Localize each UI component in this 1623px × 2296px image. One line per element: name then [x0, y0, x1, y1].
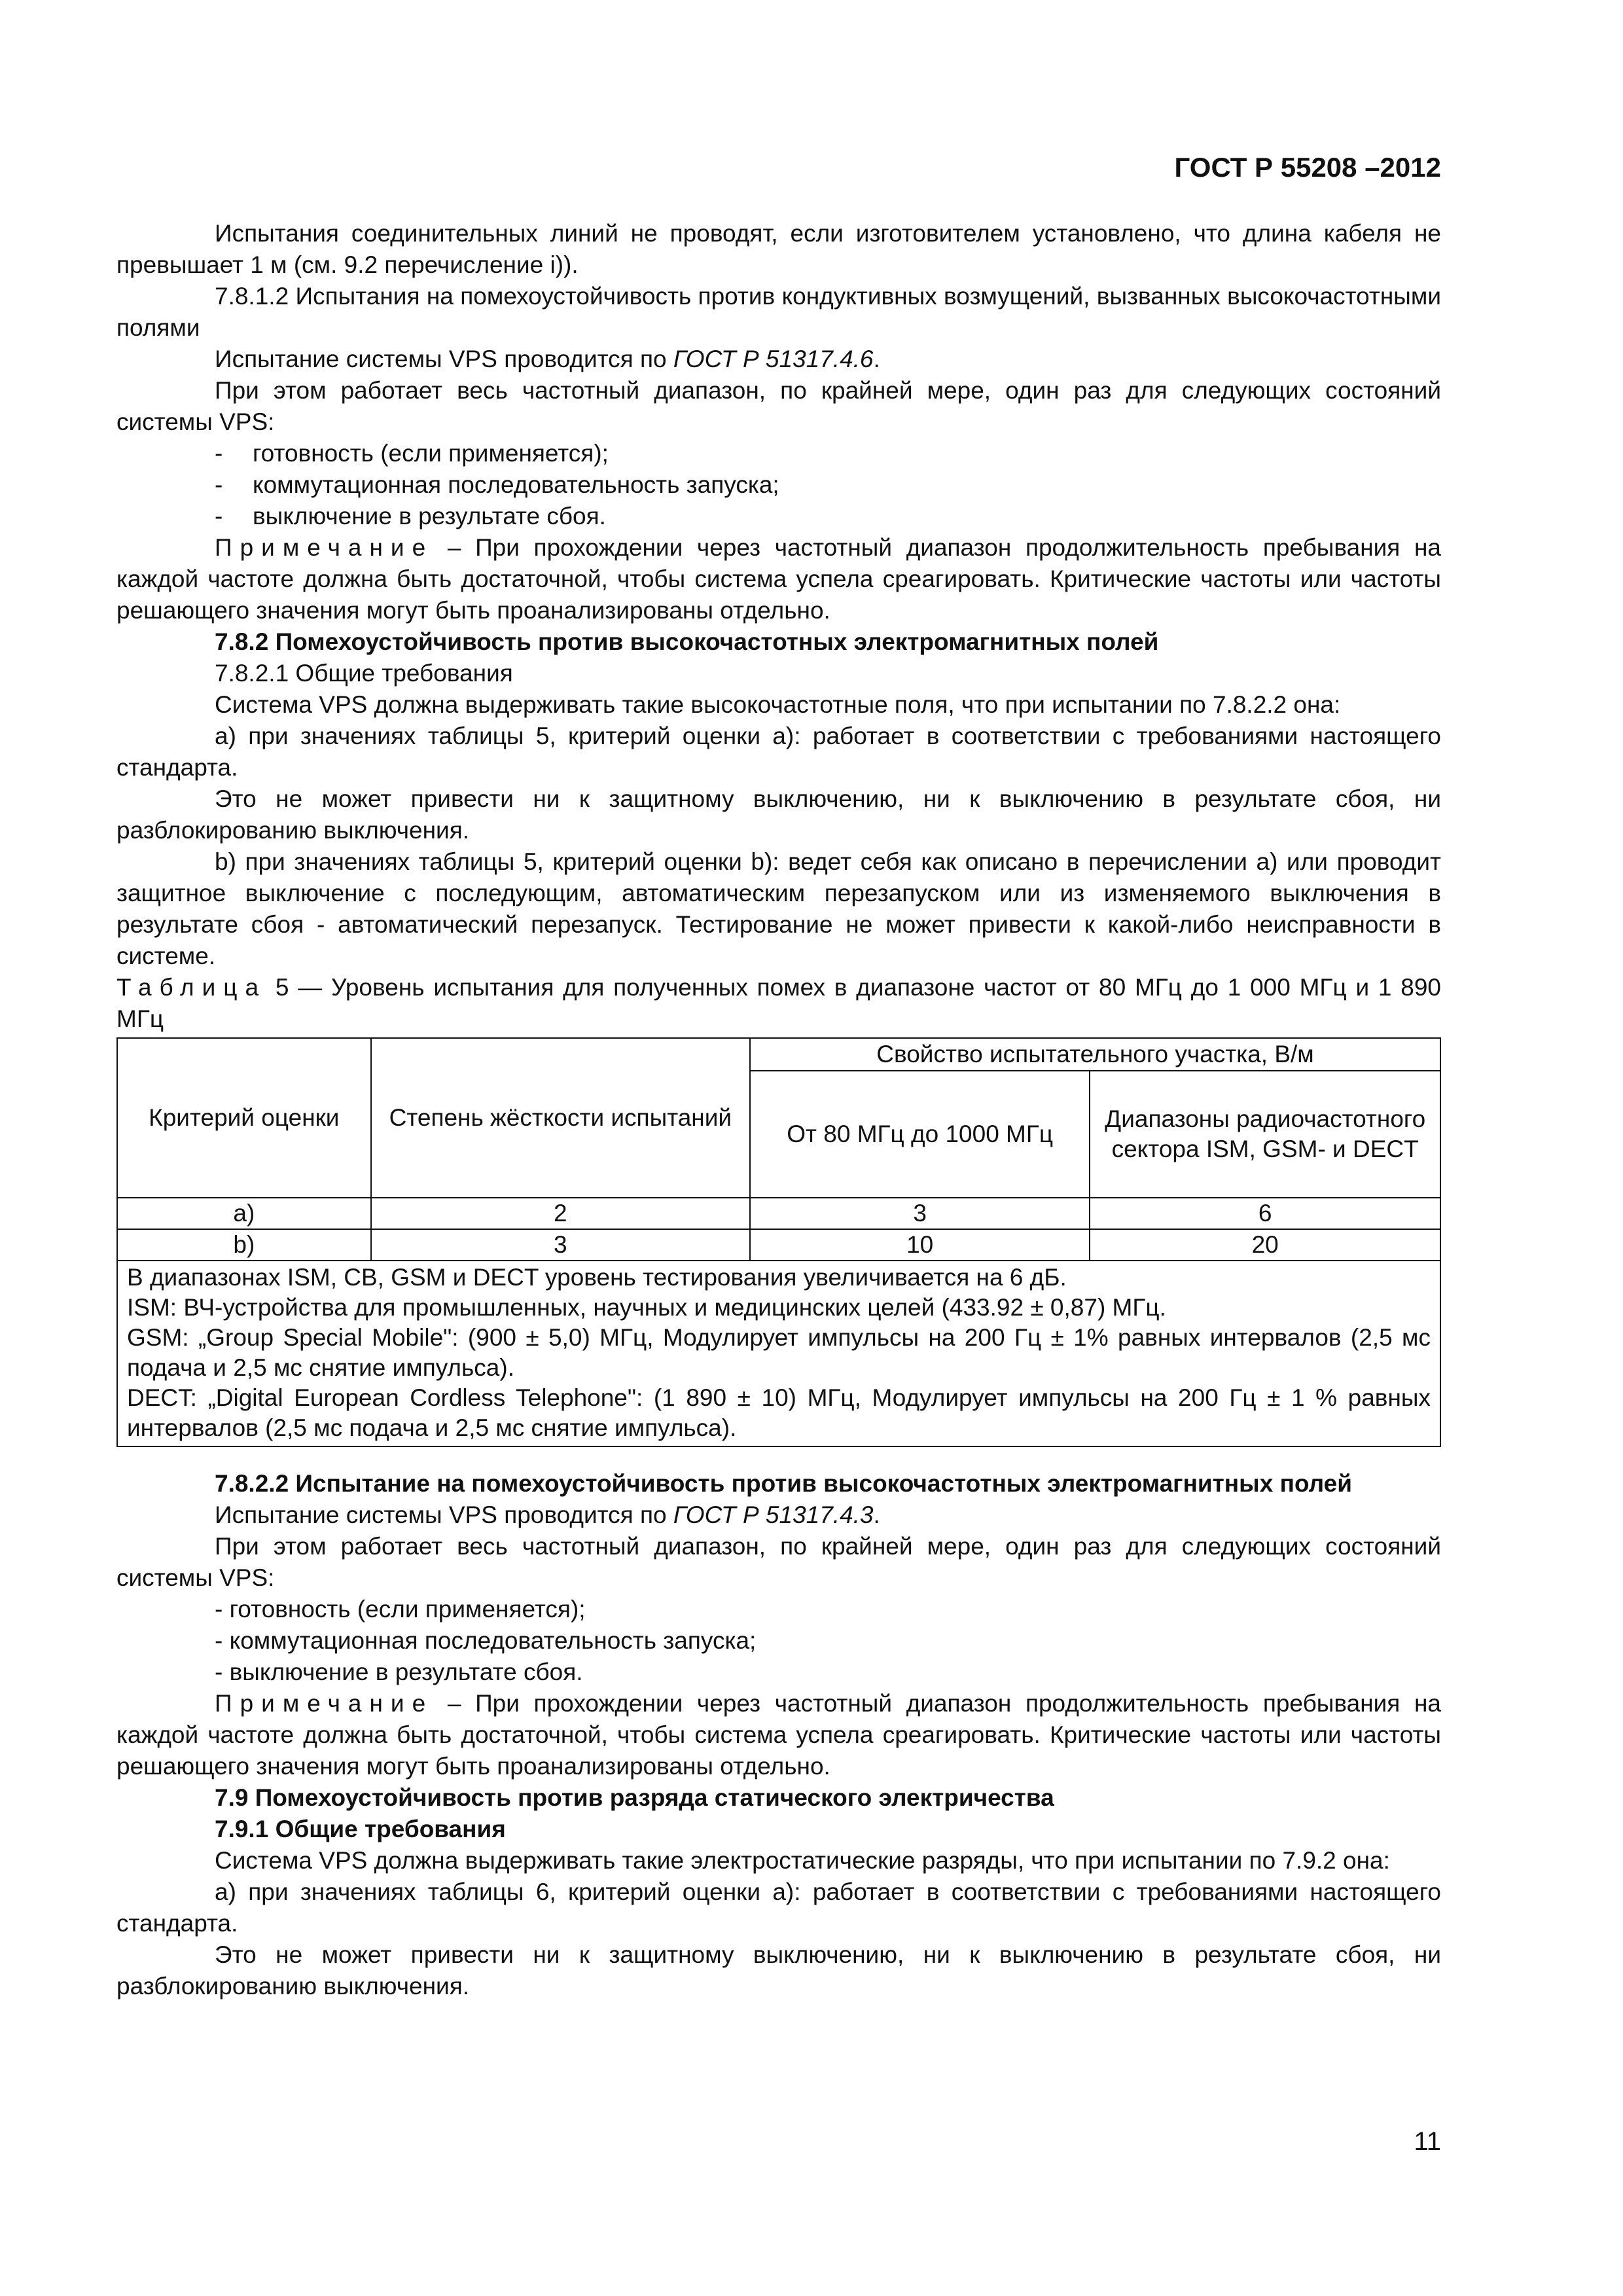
- table-caption-text: 5 — Уровень испытания для полученных помех в диапазоне частот от 80 МГц до 1 000 МГц и 1 890 МГц: [116, 974, 1441, 1032]
- table-caption: [116, 972, 1441, 1035]
- paragraph: [116, 1499, 1441, 1531]
- list-item: [116, 501, 1441, 532]
- note-text: – При прохождении через частотный диапазон продолжительность пребывания на каждой частоте должна быть достаточной, чтобы система успела среагировать. Критические частоты или частоты решающего значения могут быть проанализированы отдельно.: [116, 534, 1441, 624]
- list-dash: -: [215, 440, 223, 467]
- cell-criterion: a): [117, 1198, 371, 1229]
- note-text: – При прохождении через частотный диапазон продолжительность пребывания на каждой частоте должна быть достаточной, чтобы система успела среагировать. Критические частоты или частоты решающего значения могут быть проанализированы отдельно.: [116, 1690, 1441, 1780]
- standard-reference: ГОСТ Р 51317.4.6: [673, 346, 874, 372]
- list-item: [116, 438, 1441, 469]
- paragraph: Это не может привести ни к защитному выключению, ни к выключению в результате сбоя, ни разблокированию выключения.: [116, 785, 1441, 844]
- text: Испытание системы VPS проводится по: [215, 346, 673, 372]
- table-row: [117, 1229, 1440, 1261]
- paragraph: [116, 344, 1441, 375]
- standard-reference: ГОСТ Р 51317.4.3: [673, 1501, 874, 1528]
- table-note: ISM: ВЧ-устройства для промышленных, научных и медицинских целей (433.92 ± 0,87) МГц.: [127, 1294, 1166, 1321]
- section-heading: 7.9 Помехоустойчивость против разряда статического электричества: [215, 1784, 1054, 1811]
- text: Испытание системы VPS проводится по: [215, 1501, 673, 1528]
- table-label: Таблица: [116, 974, 267, 1001]
- list-dash: -: [215, 471, 223, 498]
- text: .: [873, 346, 880, 372]
- note-label: Примечание: [215, 534, 434, 561]
- list-item-text: коммутационная последовательность запуска;: [253, 471, 779, 498]
- paragraph: Испытания соединительных линий не проводят, если изготовителем установлено, что длина кабеля не превышает 1 м (см. 9.2 перечисление i)).: [116, 220, 1441, 278]
- note: [116, 532, 1441, 626]
- list-item: - готовность (если применяется);: [215, 1596, 586, 1623]
- list-item-text: готовность (если применяется);: [253, 440, 609, 467]
- cell-degree: 3: [371, 1229, 750, 1261]
- document-header: ГОСТ Р 55208 –2012: [1174, 152, 1441, 183]
- list-dash: -: [215, 503, 223, 529]
- header-field-strength: Свойство испытательного участка, В/м: [750, 1038, 1440, 1071]
- header-degree: Степень жёсткости испытаний: [371, 1038, 750, 1198]
- cell-range2: 6: [1090, 1198, 1440, 1229]
- table-row: [117, 1198, 1440, 1229]
- table-note: GSM: „Group Special Mobile": (900 ± 5,0) МГц, Модулирует импульсы на 200 Гц ± 1% равных интервалов (2,5 мс подача и 2,5 мс снятие импульса).: [127, 1324, 1431, 1381]
- note: [116, 1688, 1441, 1782]
- cell-range1: 10: [750, 1229, 1090, 1261]
- section-heading: 7.8.2 Помехоустойчивость против высокочастотных электромагнитных полей: [215, 628, 1159, 655]
- subsection-title: 7.8.2.1 Общие требования: [215, 660, 513, 687]
- cell-range1: 3: [750, 1198, 1090, 1229]
- cell-degree: 2: [371, 1198, 750, 1229]
- list-item: - коммутационная последовательность запуска;: [215, 1627, 757, 1654]
- table-notes: [117, 1261, 1440, 1446]
- table-note: DECT: „Digital European Cordless Telephone": (1 890 ± 10) МГц, Модулирует импульсы на 200 Гц ± 1 % равных интервалов (2,5 мс подача и 2,5 мс снятие импульса).: [127, 1384, 1431, 1441]
- paragraph: При этом работает весь частотный диапазон, по крайней мере, один раз для следующих состояний системы VPS:: [116, 1533, 1441, 1591]
- text: .: [873, 1501, 880, 1528]
- paragraph: Это не может привести ни к защитному выключению, ни к выключению в результате сбоя, ни разблокированию выключения.: [116, 1941, 1441, 2000]
- header-range-ism-gsm-dect: Диапазоны радиочастотного сектора ISM, GSM- и DECT: [1090, 1071, 1440, 1198]
- note-label: Примечание: [215, 1690, 434, 1717]
- paragraph: Система VPS должна выдерживать такие электростатические разряды, что при испытании по 7.9.2 она:: [215, 1847, 1390, 1874]
- document-body: [116, 218, 1441, 2002]
- list-item: - выключение в результате сбоя.: [215, 1659, 583, 1685]
- header-criterion: Критерий оценки: [117, 1038, 371, 1198]
- cell-criterion: b): [117, 1229, 371, 1261]
- section-heading: 7.8.2.2 Испытание на помехоустойчивость против высокочастотных электромагнитных полей: [215, 1470, 1352, 1497]
- page-number: 11: [1414, 2127, 1441, 2156]
- cell-range2: 20: [1090, 1229, 1440, 1261]
- list-item-text: выключение в результате сбоя.: [253, 503, 606, 529]
- list-item: [116, 469, 1441, 501]
- table-5: [116, 1037, 1441, 1447]
- paragraph: а) при значениях таблицы 5, критерий оценки а): работает в соответствии с требованиями настоящего стандарта.: [116, 723, 1441, 781]
- header-range-80-1000: От 80 МГц до 1000 МГц: [750, 1071, 1090, 1198]
- paragraph: 7.8.1.2 Испытания на помехоустойчивость против кондуктивных возмущений, вызванных высокочастотными полями: [116, 283, 1441, 341]
- subsection-heading: 7.9.1 Общие требования: [215, 1816, 506, 1842]
- paragraph: а) при значениях таблицы 6, критерий оценки а): работает в соответствии с требованиями настоящего стандарта.: [116, 1878, 1441, 1937]
- paragraph: b) при значениях таблицы 5, критерий оценки b): ведет себя как описано в перечислении а) или проводит защитное выключение с последующим, автоматическим перезапуском или из изменяемого выключения в результате сбоя - автоматический перезапуск. Тестирование не может привести к какой-либо неисправности в системе.: [116, 848, 1441, 969]
- paragraph: Система VPS должна выдерживать такие высокочастотные поля, что при испытании по 7.8.2.2 она:: [215, 691, 1341, 718]
- table-note: В диапазонах ISM, CB, GSM и DECT уровень тестирования увеличивается на 6 дБ.: [127, 1264, 1067, 1291]
- paragraph: При этом работает весь частотный диапазон, по крайней мере, один раз для следующих состояний системы VPS:: [116, 377, 1441, 435]
